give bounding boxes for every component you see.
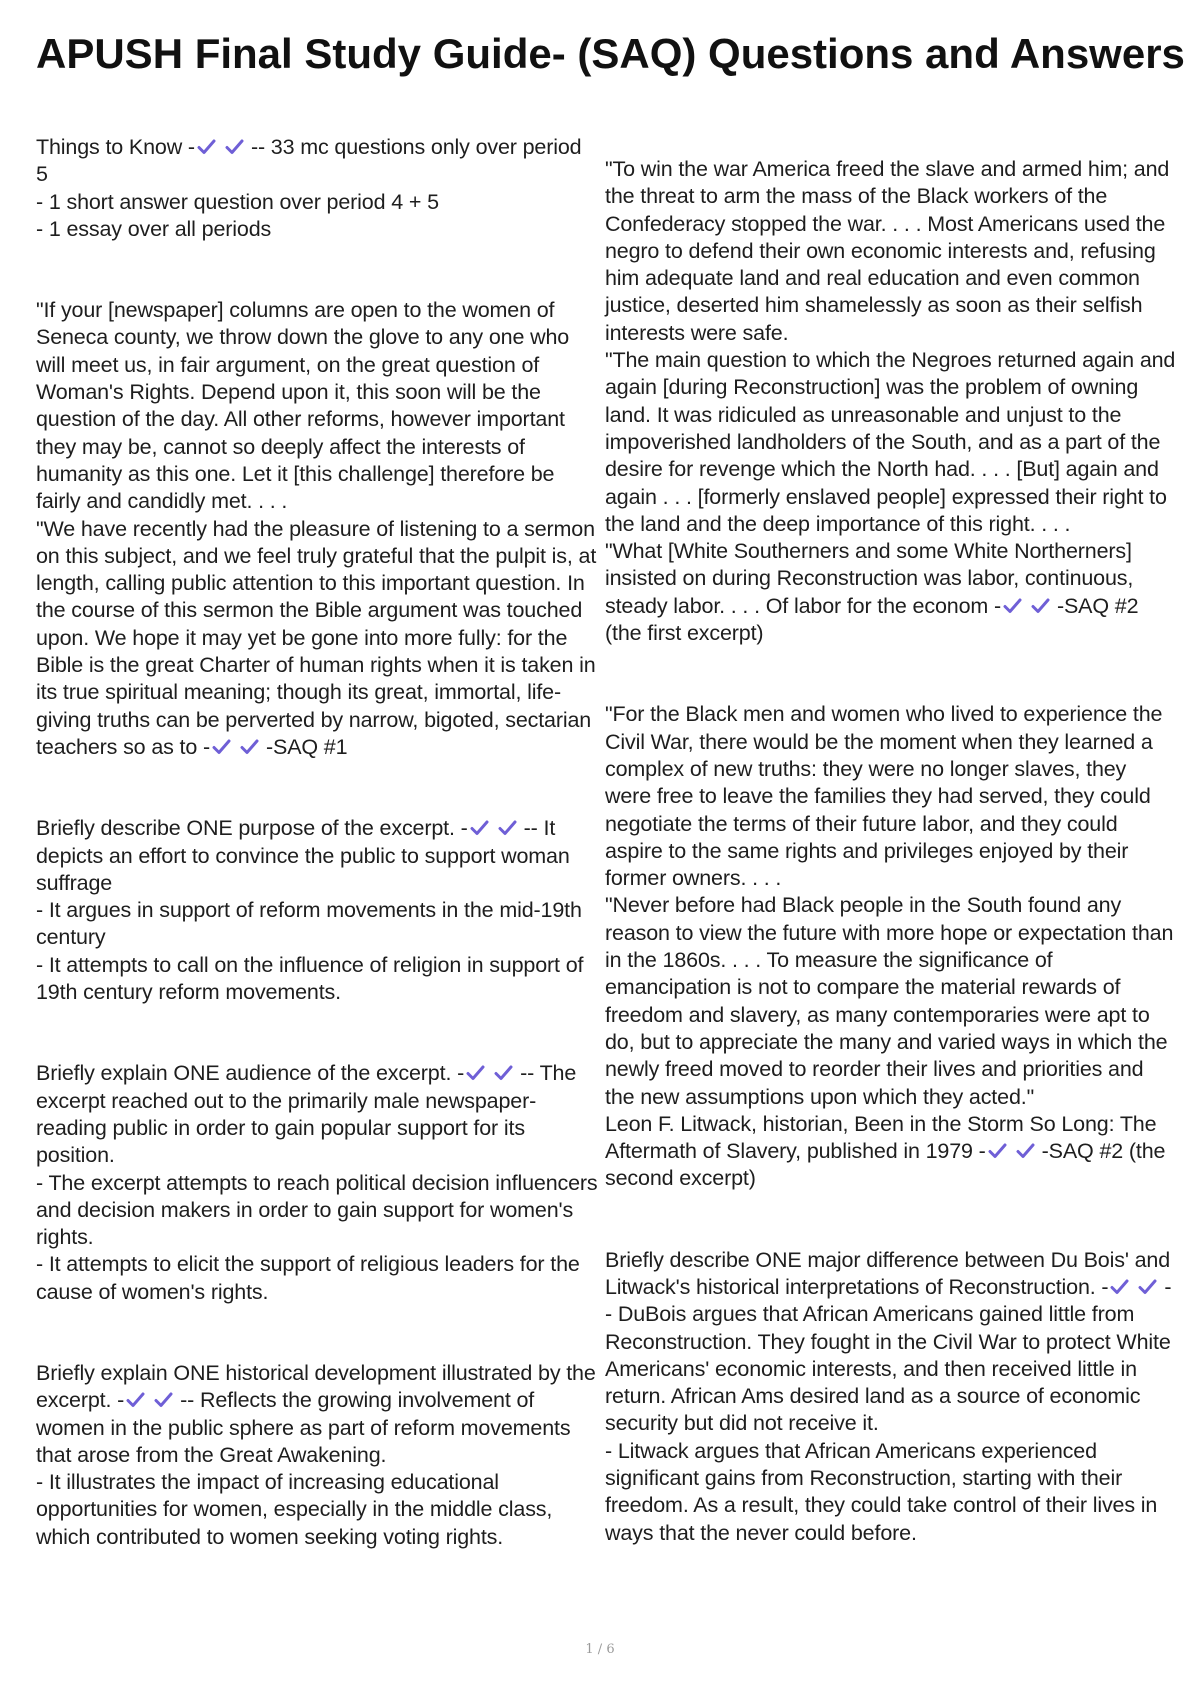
check-icon — [1110, 1279, 1134, 1295]
card-question: Briefly describe ONE purpose of the excerpt. - — [36, 816, 468, 841]
check-icon — [1016, 1143, 1040, 1159]
card-answer: -SAQ #1 — [266, 734, 348, 759]
qa-card — [605, 1247, 1177, 1547]
card-answer: -SAQ #2 (the first excerpt) — [605, 593, 1139, 646]
card-question: Briefly describe ONE major difference between Du Bois' and Litwack's historical interpretations of Reconstruction. - — [605, 1247, 1171, 1299]
qa-card — [36, 815, 598, 1006]
card-question: "To win the war America freed the slave and armed him; and the threat to arm the mass of the Black workers of the Confederacy stopped the war. . . . Most Americans used the negro to defend their own economic interests and, refusing him adequate land and real education and even common justice, deserted him shamelessly as soon as their selfish interests were safe. "The main question to which the Negroes returned again and again [during Reconstruction] was the problem of owning land. It was ridiculed as unreasonable and unjust to the impoverished landholders of the South, and as a part of the desire for revenge which the North had. . . . [But] again and again . . . [formerly enslaved people] expressed their right to the land and the deep importance of this right. . . . "What [White Southerners and some White Northerners] insisted on during Reconstruction was labor, continuous, steady labor. . . . Of labor for the econom - — [605, 157, 1176, 618]
check-icon — [126, 1392, 150, 1408]
check-icon — [225, 139, 249, 155]
check-icon — [470, 820, 494, 836]
card-question: Things to Know - — [36, 135, 195, 159]
card-question: Briefly explain ONE historical development illustrated by the excerpt. - — [36, 1360, 596, 1413]
qa-card — [605, 701, 1177, 1192]
card-answer: -SAQ #2 (the second excerpt) — [605, 1139, 1166, 1191]
qa-card — [36, 1360, 598, 1551]
page-number: 1 / 6 — [585, 1642, 615, 1657]
page-title: APUSH Final Study Guide- (SAQ) Questions and Answers — [36, 30, 1185, 77]
check-icon — [988, 1143, 1012, 1159]
check-icon — [240, 739, 264, 755]
qa-card — [605, 156, 1177, 647]
check-icon — [197, 139, 221, 155]
card-answer: -- DuBois argues that African Americans gained little from Reconstruction. They fought in the Civil War to protect White Americans' economic interests, and then received little in return. African Ams desired land as a source of economic security but did not receive it. - Litwack argues that African Americans experienced significant gains from Reconstruction, starting with their freedom. As a result, they could take control of their lives in ways that the never could before. — [605, 1274, 1172, 1545]
left-column — [36, 134, 598, 1605]
qa-card — [36, 297, 598, 761]
qa-card — [36, 1060, 598, 1306]
card-question: Briefly explain ONE audience of the excerpt. - — [36, 1061, 465, 1086]
card-answer: -- 33 mc questions only over period 5 - 1 short answer question over period 4 + 5 - 1 essay over all periods — [36, 135, 582, 241]
card-answer: -- It depicts an effort to convince the public to support woman suffrage - It argues in support of reform movements in the mid-19th century - It attempts to call on the influence of religion in support of 19th century reform movements. — [36, 816, 584, 1005]
card-question: "For the Black men and women who lived to experience the Civil War, there would be the moment when they learned a complex of new truths: they were no longer slaves, they were free to leave the families they had served, they could negotiate the terms of their future labor, and they could aspire to the same rights and privileges enjoyed by their former owners. . . . "Never before had Black people in the South found any reason to view the future with more hope or expectation than in the 1860s. . . . To measure the significance of emancipation is not to compare the material rewards of freedom and slavery, as many contemporaries were apt to do, but to appreciate the many and varied ways in which the newly freed moved to reorder their lives and priorities and the new assumptions upon which they acted." Leon F. Litwack, historian, Been in the Storm So Long: The Aftermath of Slavery, published in 1979 - — [605, 702, 1174, 1164]
card-answer: -- Reflects the growing involvement of women in the public sphere as part of reform movements that arose from the Great Awakening. - It illustrates the impact of increasing educational opportunities for women, especially in the middle class, which contributed to women seeking voting rights. — [36, 1388, 571, 1549]
check-icon — [1003, 598, 1027, 614]
check-icon — [154, 1392, 178, 1408]
check-icon — [494, 1065, 518, 1081]
check-icon — [498, 820, 522, 836]
card-answer: -- The excerpt reached out to the primarily male newspaper-reading public in order to gain popular support for its position. - The excerpt attempts to reach political decision influencers and decision makers in order to gain support for women's rights. - It attempts to elicit the support of religious leaders for the cause of women's rights. — [36, 1061, 598, 1304]
card-question: "If your [newspaper] columns are open to the women of Seneca county, we throw down the glove to any one who will meet us, in fair argument, on the great question of Woman's Rights. Depend upon it, this soon will be the question of the day. All other reforms, however important they may be, cannot so deeply affect the interests of humanity as this one. Let it [this challenge] therefore be fairly and candidly met. . . . "We have recently had the pleasure of listening to a sermon on this subject, and we feel truly grateful that the pulpit is, at length, calling public attention to this important question. In the course of this sermon the Bible argument was touched upon. We hope it may yet be gone into more fully: for the Bible is the great Charter of human rights when it is taken in its true spiritual meaning; though its great, immortal, life-giving truths can be perverted by narrow, bigoted, sectarian teachers so as to - — [36, 298, 597, 759]
qa-card — [36, 134, 598, 243]
check-icon — [1138, 1279, 1162, 1295]
check-icon — [1031, 598, 1055, 614]
right-column — [605, 156, 1177, 1601]
check-icon — [212, 739, 236, 755]
check-icon — [466, 1065, 490, 1081]
